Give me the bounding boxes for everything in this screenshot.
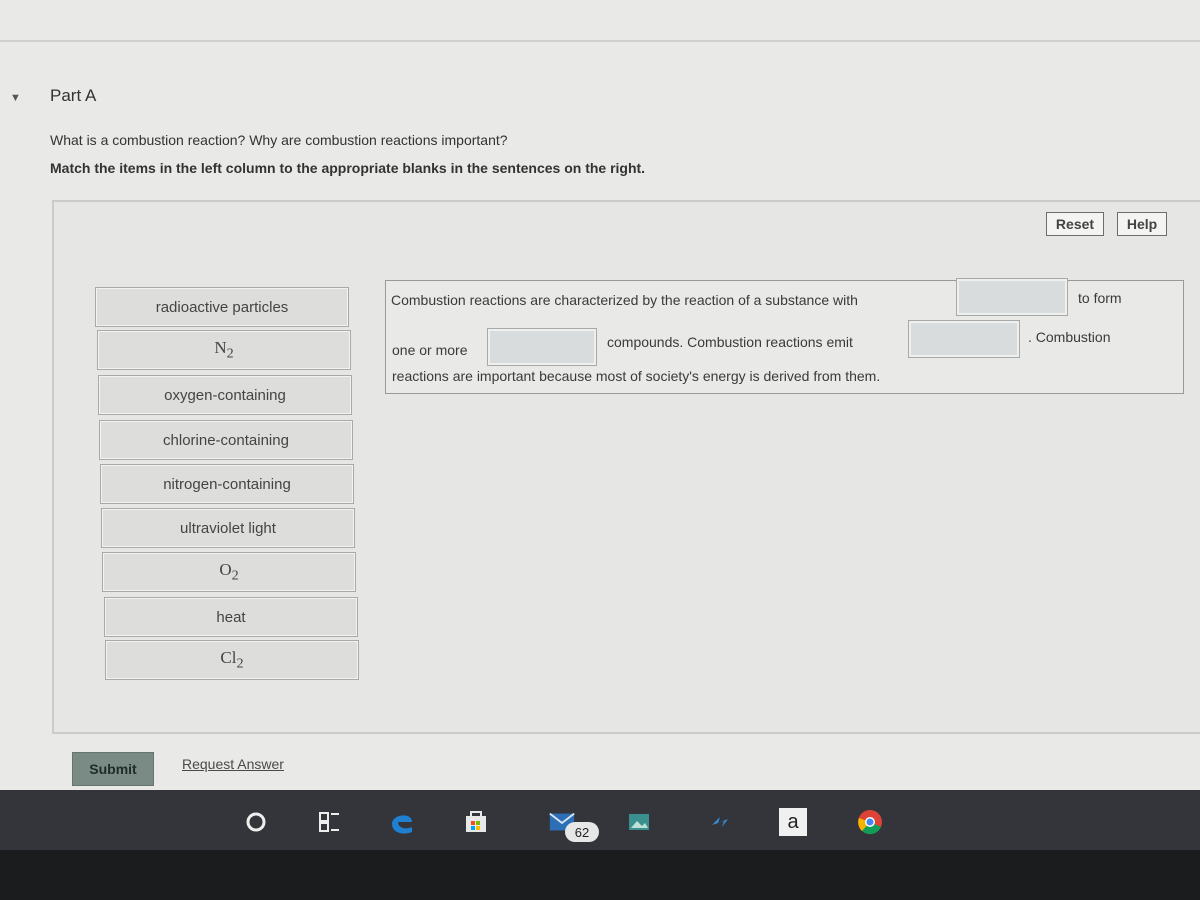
bank-item-o2[interactable] [102, 552, 356, 592]
request-answer-link[interactable]: Request Answer [182, 756, 284, 772]
app-icon[interactable] [707, 808, 735, 836]
store-icon[interactable] [462, 808, 490, 836]
reset-button[interactable]: Reset [1046, 212, 1104, 236]
top-divider [0, 40, 1200, 42]
edge-icon[interactable] [388, 808, 416, 836]
part-title[interactable]: Part A [50, 86, 97, 105]
triangle-down-icon[interactable]: ▼ [10, 92, 21, 104]
drop-blank-3[interactable] [908, 320, 1020, 358]
taskbar [0, 790, 1200, 850]
amazon-letter: a [787, 810, 799, 833]
chrome-icon[interactable] [856, 808, 884, 836]
sentence-text: reactions are important because most of society's energy is derived from them. [392, 368, 881, 384]
bank-item-chlorine-containing[interactable] [99, 420, 353, 460]
bank-item-ultraviolet-light[interactable] [101, 508, 355, 548]
bank-item-n2[interactable] [97, 330, 351, 370]
sentence-text: compounds. Combustion reactions emit [607, 334, 853, 350]
bank-item-oxygen-containing[interactable] [98, 375, 352, 415]
amazon-icon[interactable] [779, 808, 807, 836]
help-button[interactable]: Help [1117, 212, 1167, 236]
drop-blank-1[interactable] [956, 278, 1068, 316]
subscript: 2 [226, 345, 234, 362]
bank-item-label: $N_2$ [214, 337, 234, 362]
subscript: 2 [236, 655, 244, 672]
bezel [0, 850, 1200, 900]
bank-item-label: ultraviolet light [180, 519, 276, 537]
question-text: What is a combustion reaction? Why are combustion reactions important? [50, 132, 508, 148]
bank-item-label: heat [216, 608, 246, 626]
bank-item-label: $Cl_2$ [220, 647, 244, 672]
search-circle-icon[interactable] [242, 808, 270, 836]
submit-button[interactable]: Submit [72, 752, 154, 786]
bank-item-label: nitrogen-containing [163, 475, 291, 493]
bank-item-cl2[interactable] [105, 640, 359, 680]
mail-badge: 62 [565, 822, 599, 842]
sentence-text: . Combustion [1028, 329, 1111, 345]
task-view-icon[interactable] [315, 808, 343, 836]
bank-item-label: oxygen-containing [164, 386, 286, 404]
drop-blank-2[interactable] [487, 328, 597, 366]
bank-item-heat[interactable] [104, 597, 358, 637]
bank-item-label: radioactive particles [155, 298, 289, 316]
instructions-text: Match the items in the left column to the appropriate blanks in the sentences on the right. [50, 160, 646, 176]
bank-item-radioactive-particles[interactable] [95, 287, 349, 327]
sentence-text: Combustion reactions are characterized by the reaction of a substance with [391, 292, 858, 308]
sentence-text: to form [1078, 290, 1122, 306]
bank-item-label: chlorine-containing [163, 431, 289, 449]
sentence-text: one or more [392, 342, 468, 358]
photos-icon[interactable] [625, 808, 653, 836]
subscript: 2 [231, 567, 239, 584]
bank-item-label: $O_2$ [219, 559, 239, 584]
bank-item-nitrogen-containing[interactable] [100, 464, 354, 504]
